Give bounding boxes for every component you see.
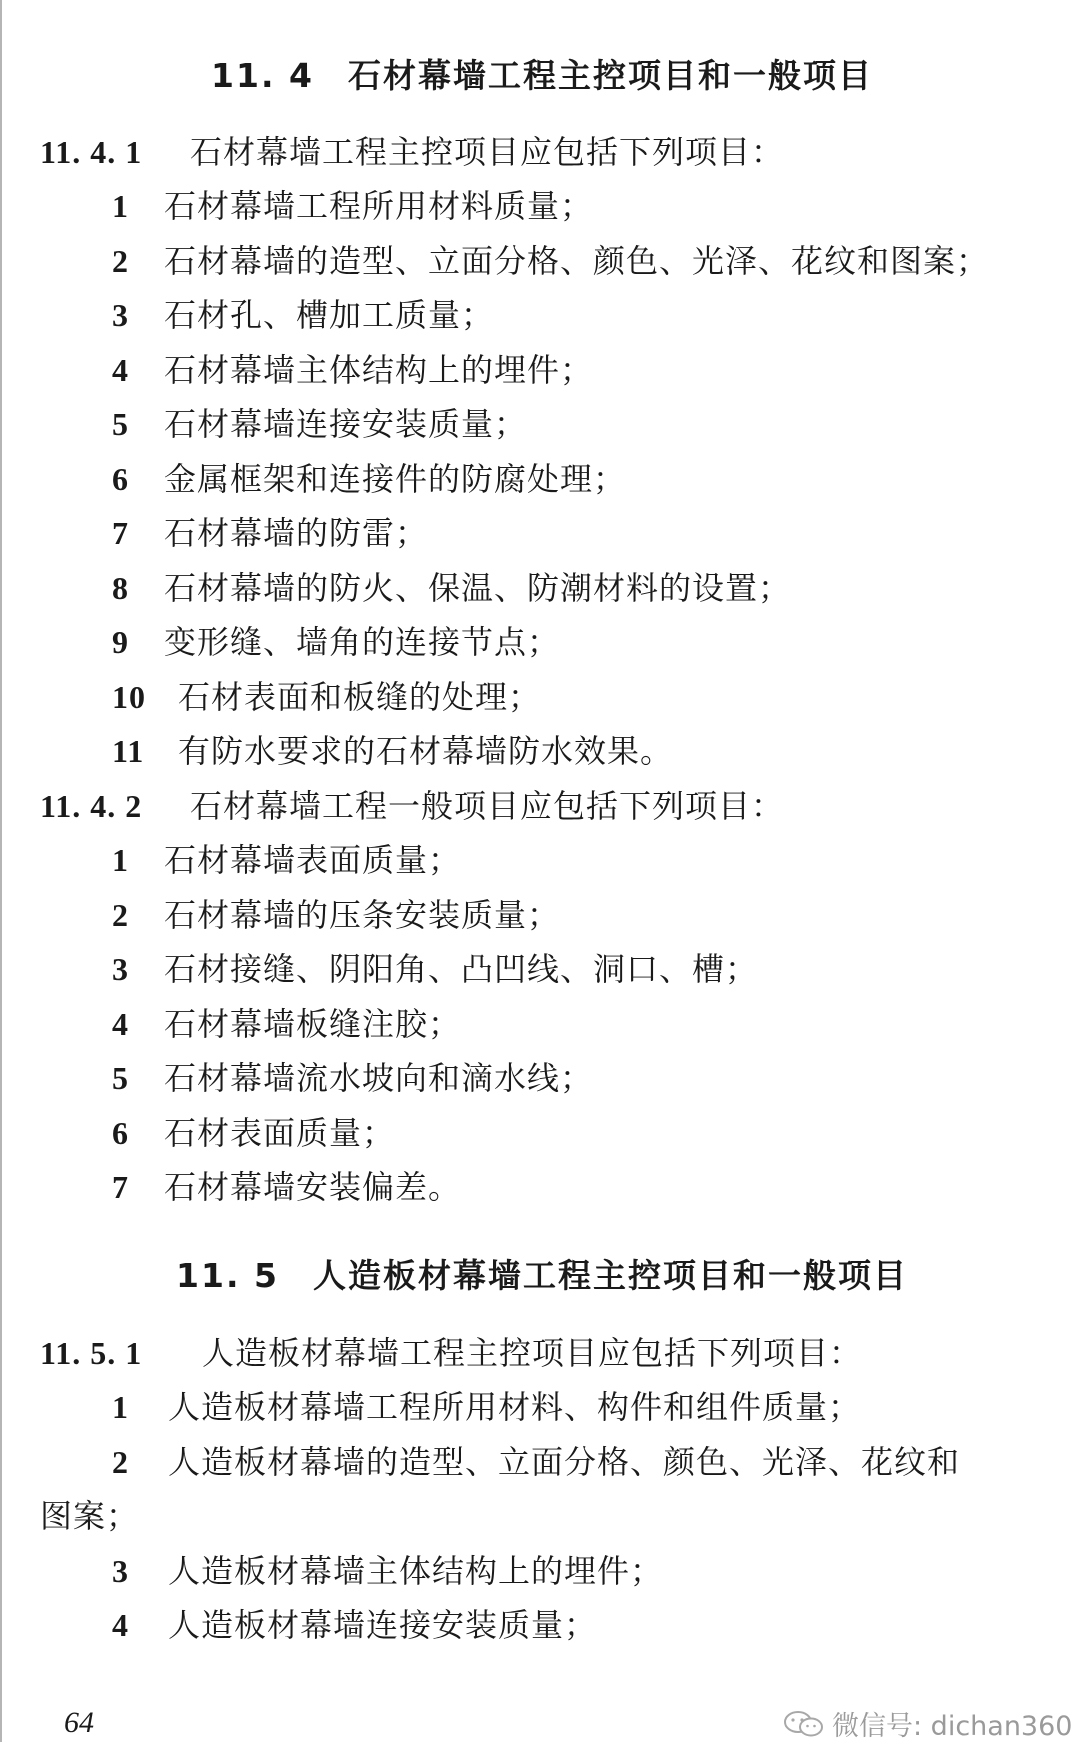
clause [40,132,784,172]
list-item [112,186,593,226]
item-number: 3 [112,1553,129,1589]
item-number: 6 [112,461,129,497]
item-number: 10 [112,679,146,715]
item-text: 人造板材幕墙连接安装质量； [168,1606,598,1644]
item-text: 人造板材幕墙主体结构上的埋件； [168,1552,664,1590]
item-number: 2 [112,897,129,933]
section-title: 人造板材幕墙工程主控项目和一般项目 [312,1256,908,1295]
item-text: 石材幕墙流水坡向和滴水线； [164,1059,594,1097]
item-text: 石材幕墙板缝注胶； [164,1005,462,1043]
item-number: 2 [112,1444,129,1480]
clause-number: 11. 4. 2 [40,788,143,824]
item-number: 5 [112,1060,129,1096]
item-text: 石材表面和板缝的处理； [178,678,542,716]
item-number: 1 [112,1389,129,1425]
item-text: 石材幕墙主体结构上的埋件； [164,351,594,389]
list-item [112,295,494,335]
list-item [112,459,626,499]
item-text: 石材孔、槽加工质量； [164,296,495,334]
clause [40,1333,862,1373]
list-item [112,1004,461,1044]
item-text: 有防水要求的石材幕墙防水效果。 [178,732,674,770]
clause-number: 11. 5. 1 [40,1335,143,1371]
watermark [782,1704,1072,1743]
item-number: 1 [112,842,129,878]
list-item [112,241,989,281]
clause-text: 人造板材幕墙工程主控项目应包括下列项目： [202,1334,863,1372]
list-item [112,622,560,662]
clause-text: 石材幕墙工程一般项目应包括下列项目： [190,787,785,825]
list-item [112,1058,593,1098]
item-text: 石材幕墙的防火、保温、防潮材料的设置； [164,569,792,607]
list-item [112,1113,395,1153]
clause-number: 11. 4. 1 [40,134,143,170]
item-number: 2 [112,243,129,279]
list-item [112,731,673,771]
list-item [112,895,560,935]
item-text: 石材幕墙连接安装质量； [164,405,528,443]
item-text: 石材接缝、阴阳角、凸凹线、洞口、槽； [164,950,759,988]
item-text: 人造板材幕墙的造型、立面分格、颜色、光泽、花纹和 [168,1443,961,1481]
item-number: 8 [112,570,129,606]
list-item [112,949,758,989]
item-number: 4 [112,1006,129,1042]
item-number: 4 [112,1607,129,1643]
item-number: 1 [112,188,129,224]
item-number: 7 [112,1169,129,1205]
item-number: 3 [112,297,129,333]
list-item [112,1167,461,1207]
item-number: 6 [112,1115,129,1151]
section-number: 11. 5 [176,1256,279,1295]
clause [40,786,784,826]
list-item [112,350,593,390]
list-item [112,1442,960,1482]
clause-text: 石材幕墙工程主控项目应包括下列项目： [190,133,785,171]
list-item [112,513,428,553]
item-text: 石材表面质量； [164,1114,396,1152]
item-text: 金属框架和连接件的防腐处理； [164,460,627,498]
page-number: 64 [64,1706,94,1739]
item-text: 石材幕墙表面质量； [164,841,462,879]
watermark-text: 微信号: dichan360 [832,1711,1073,1742]
wechat-icon [782,1709,826,1739]
item-text: 石材幕墙的造型、立面分格、颜色、光泽、花纹和图案； [164,242,990,280]
list-item [112,1605,597,1645]
item-text: 石材幕墙工程所用材料质量； [164,187,594,225]
list-item [112,404,527,444]
list-item [112,677,541,717]
section-heading [2,50,1080,97]
item-text: 石材幕墙的压条安装质量； [164,896,561,934]
section-number: 11. 4 [211,56,314,95]
item-number: 5 [112,406,129,442]
item-text: 变形缝、墙角的连接节点； [164,623,561,661]
section-title: 石材幕墙工程主控项目和一般项目 [347,56,873,95]
item-number: 9 [112,624,129,660]
section-heading [2,1250,1080,1297]
list-item [112,568,791,608]
item-number: 3 [112,951,129,987]
list-item-continuation: 图案； [40,1497,140,1535]
list-item [112,1551,663,1591]
item-text: 石材幕墙安装偏差。 [164,1168,462,1206]
item-text: 石材幕墙的防雷； [164,514,429,552]
item-number: 4 [112,352,129,388]
item-number: 7 [112,515,129,551]
list-item [112,1387,861,1427]
item-text: 人造板材幕墙工程所用材料、构件和组件质量； [168,1388,862,1426]
list-item [112,840,461,880]
item-number: 11 [112,733,145,769]
